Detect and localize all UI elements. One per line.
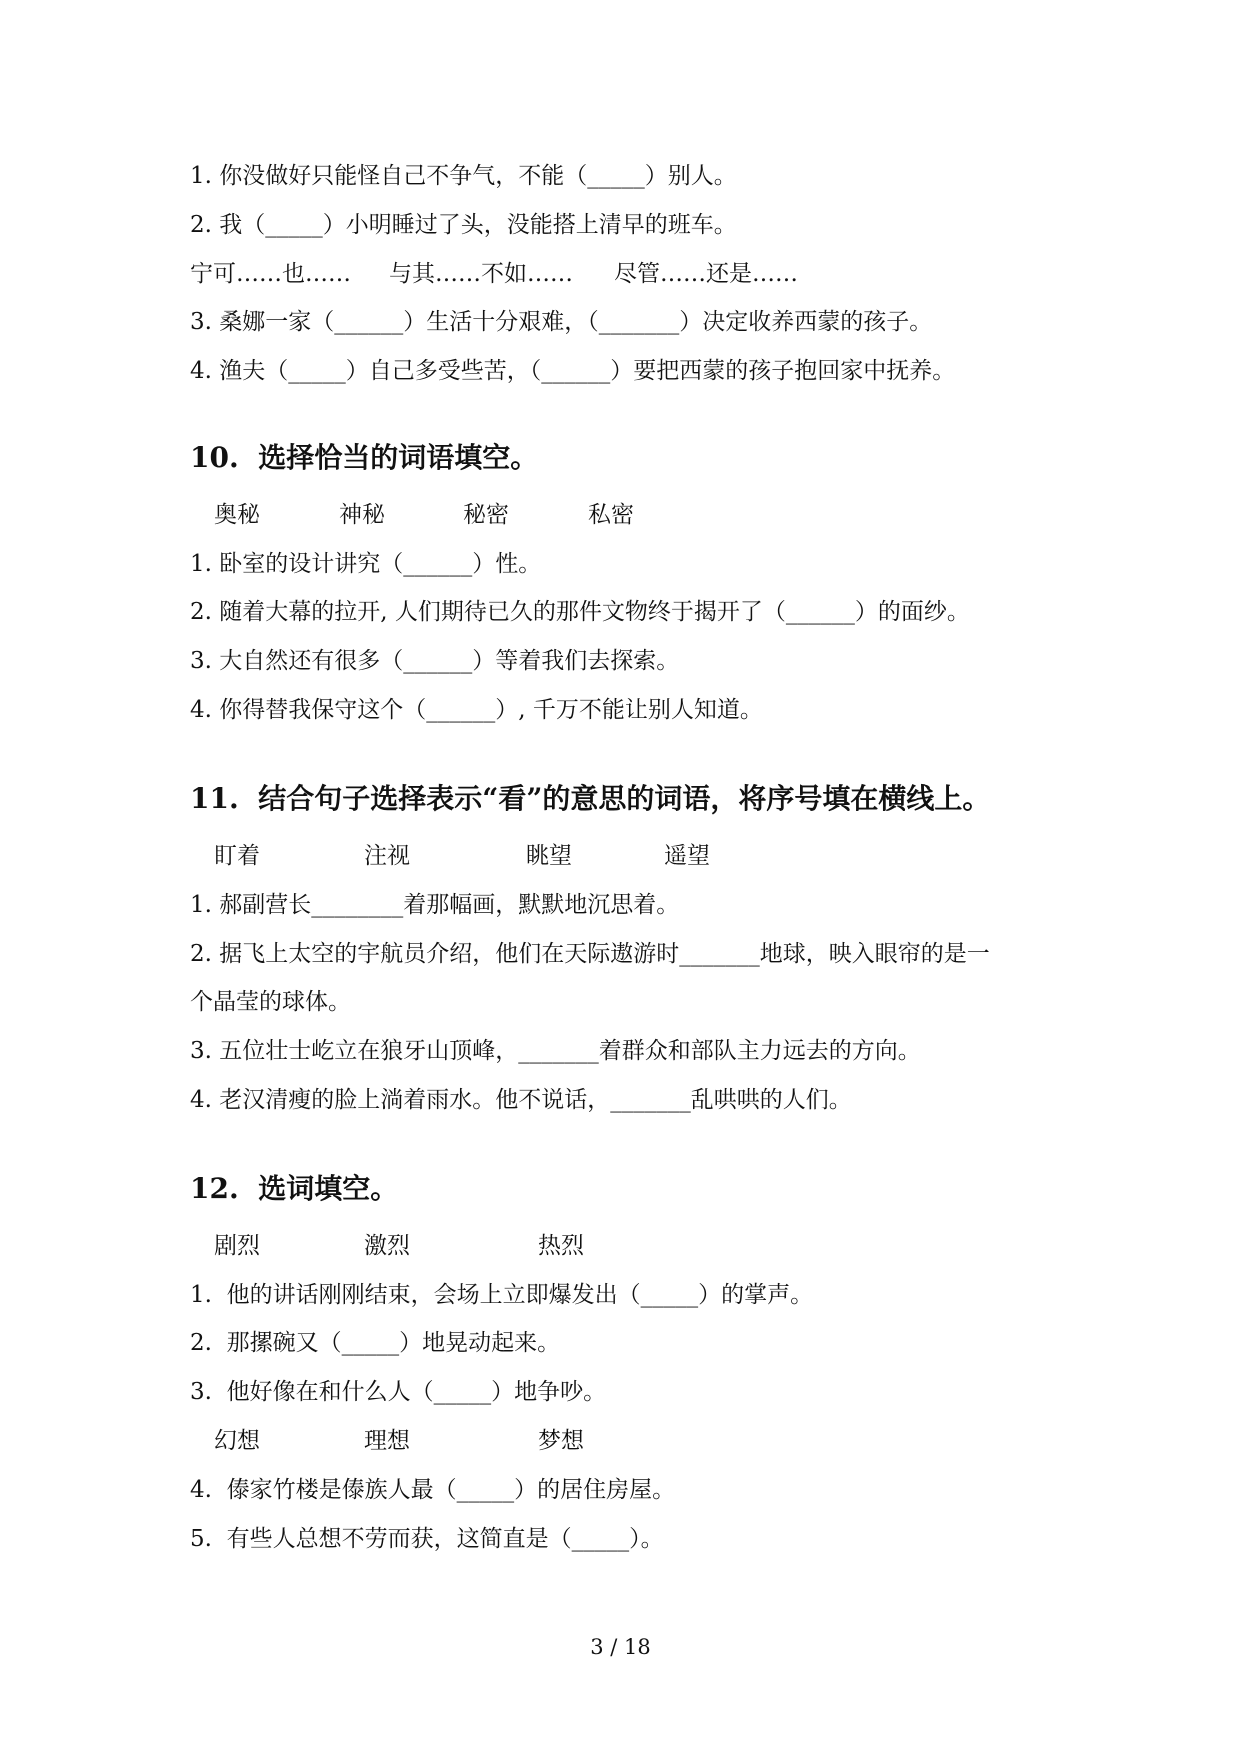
option-word: 剧烈 xyxy=(214,1233,260,1259)
sentence-line: 4. 你得替我保守这个（______）, 千万不能让别人知道。 xyxy=(190,697,763,723)
sentence-line: 1. 他的讲话刚刚结束，会场上立即爆发出（_____）的掌声。 xyxy=(190,1282,814,1308)
option-word: 宁可……也…… xyxy=(190,261,351,287)
sentence-line: 3. 桑娜一家（______）生活十分艰难，（_______）决定收养西蒙的孩子。 xyxy=(190,309,933,335)
sentence-line: 4. 渔夫（_____）自己多受些苦，（______）要把西蒙的孩子抱回家中抚养。 xyxy=(190,358,956,384)
option-word: 神秘 xyxy=(339,502,385,528)
option-word: 热烈 xyxy=(538,1233,584,1259)
sentence-line: 1. 卧室的设计讲究（______）性。 xyxy=(190,551,542,577)
sentence-line: 3. 他好像在和什么人（_____）地争吵。 xyxy=(190,1379,607,1405)
option-word: 盯着 xyxy=(214,843,260,869)
option-word: 眺望 xyxy=(526,843,572,869)
option-word: 尽管……还是…… xyxy=(614,261,798,287)
sentence-line: 5. 有些人总想不劳而获，这简直是（_____）。 xyxy=(190,1526,664,1552)
option-word: 私密 xyxy=(588,502,634,528)
option-word: 奥秘 xyxy=(214,502,260,528)
option-word: 与其……不如…… xyxy=(389,261,573,287)
option-word: 秘密 xyxy=(463,502,509,528)
option-word: 理想 xyxy=(364,1428,410,1454)
question-title: 11. 结合句子选择表示“看”的意思的词语，将序号填在横线上。 xyxy=(190,782,991,815)
option-word: 注视 xyxy=(364,843,410,869)
sentence-line: 4. 傣家竹楼是傣族人最（_____）的居住房屋。 xyxy=(190,1477,676,1503)
page-number: 3 / 18 xyxy=(590,1635,651,1659)
question-title: 10. 选择恰当的词语填空。 xyxy=(190,441,539,474)
sentence-line: 2. 那摞碗又（_____）地晃动起来。 xyxy=(190,1330,561,1356)
option-word: 幻想 xyxy=(214,1428,260,1454)
sentence-line: 3. 大自然还有很多（______）等着我们去探索。 xyxy=(190,648,680,674)
sentence-line: 2. 随着大幕的拉开, 人们期待已久的那件文物终于揭开了（______）的面纱。 xyxy=(190,599,970,625)
question-title: 12. 选词填空。 xyxy=(190,1172,399,1205)
option-word: 遥望 xyxy=(664,843,710,869)
option-word: 激烈 xyxy=(364,1233,410,1259)
sentence-line: 2. 我（_____）小明睡过了头，没能搭上清早的班车。 xyxy=(190,212,737,238)
sentence-line: 4. 老汉清瘦的脸上淌着雨水。他不说话，_______乱哄哄的人们。 xyxy=(190,1087,852,1113)
sentence-line: 2. 据飞上太空的宇航员介绍，他们在天际遨游时_______地球，映入眼帘的是一 xyxy=(190,941,990,967)
sentence-line: 1. 你没做好只能怪自己不争气，不能（_____）别人。 xyxy=(190,163,737,189)
sentence-line: 3. 五位壮士屹立在狼牙山顶峰，_______着群众和部队主力远去的方向。 xyxy=(190,1038,921,1064)
option-word: 梦想 xyxy=(538,1428,584,1454)
sentence-line: 1. 郝副营长________着那幅画，默默地沉思着。 xyxy=(190,892,680,918)
sentence-line: 个晶莹的球体。 xyxy=(190,989,351,1015)
